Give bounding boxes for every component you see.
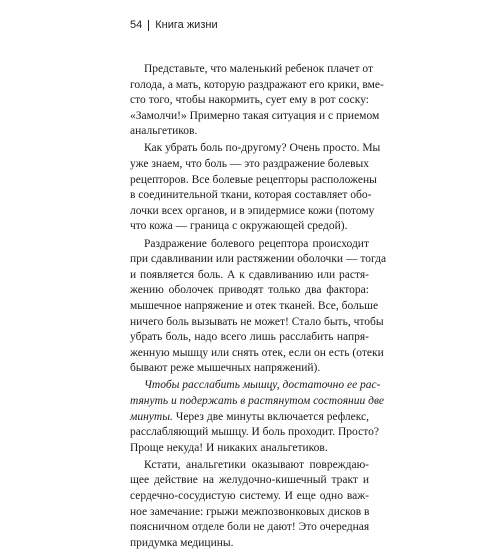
paragraph bbox=[130, 378, 385, 456]
text-line: мышечное напряжение и отек тканей. Все, больше bbox=[130, 299, 379, 312]
running-title: Книга жизни bbox=[155, 19, 218, 31]
text-line: минуты. Через две минуты включается рефлекс, bbox=[130, 410, 369, 423]
page-number: 54 bbox=[130, 19, 143, 31]
text-line: тянуть и подержать в растянутом состоянии две bbox=[130, 394, 385, 407]
text-line: рецепторов. Все болевые рецепторы расположены bbox=[130, 173, 377, 186]
paragraph bbox=[130, 62, 384, 140]
text-line: анальгетиков. bbox=[130, 125, 198, 138]
text-line: «Замолчи!» Примерно такая ситуация и с приемом bbox=[130, 109, 380, 122]
running-header bbox=[130, 19, 218, 31]
text-line: ничего боль вызывать не может! Стало быть, чтобы bbox=[130, 315, 384, 328]
header-divider bbox=[148, 20, 149, 31]
text-line: сто того, чтобы накормить, сует ему в рот соску: bbox=[130, 94, 369, 107]
text-line: ное замечание: грыжи межпозвонковых дисков в bbox=[130, 505, 370, 518]
text-line: Как убрать боль по-другому? Очень просто. Мы bbox=[144, 142, 381, 155]
text-line: сердечно-сосудистую систему. И еще одно важ- bbox=[130, 490, 369, 503]
text-line: жению оболочек приводят только два фактора: bbox=[130, 284, 369, 297]
paragraph bbox=[130, 237, 387, 377]
text-line: Раздражение болевого рецептора происходит bbox=[144, 237, 369, 250]
text-line: и появляется боль. А к сдавливанию или растя- bbox=[130, 268, 369, 281]
text-line: в соединительной ткани, которая составляет обо- bbox=[130, 189, 372, 202]
text-line: поясничном отделе боли не дают! Это очередная bbox=[130, 521, 370, 534]
text-line: Представьте, что маленький ребенок плачет от bbox=[144, 63, 374, 75]
text-line: убрать боль, надо всего лишь расслабить напря- bbox=[130, 331, 369, 344]
text-line: Кстати, анальгетики оказывают повреждаю- bbox=[144, 458, 369, 471]
text-line: Проще некуда! И никаких анальгетиков. bbox=[130, 441, 328, 454]
text-line: Чтобы расслабить мышцу, достаточно ее рас- bbox=[144, 379, 381, 392]
text-line: что кожа — граница с окружающей средой). bbox=[130, 220, 348, 233]
text-line: лочки всех органов, и в эпидермисе кожи (потому bbox=[130, 204, 375, 217]
emphasis: минуты. bbox=[130, 410, 173, 423]
text-line: уже знаем, что боль — это раздражение болевых bbox=[130, 158, 369, 171]
text-line: женную мышцу или снять отек, если он есть (отеки bbox=[130, 346, 384, 359]
text-line: расслабляющий мышцу. И боль проходит. Просто? bbox=[130, 426, 379, 439]
text-line: щее действие на желудочно-кишечный тракт и bbox=[130, 474, 369, 487]
paragraph bbox=[130, 458, 369, 552]
text-line: бывают реже мышечных напряжений). bbox=[130, 362, 321, 375]
text-line: при сдавливании или растяжении оболочки — тогда bbox=[130, 253, 387, 266]
text-line: голода, а мать, которую раздражают его крики, вме- bbox=[130, 78, 384, 91]
text-line: придумка медицины. bbox=[130, 536, 234, 549]
body-text bbox=[130, 62, 387, 553]
paragraph bbox=[130, 141, 381, 235]
